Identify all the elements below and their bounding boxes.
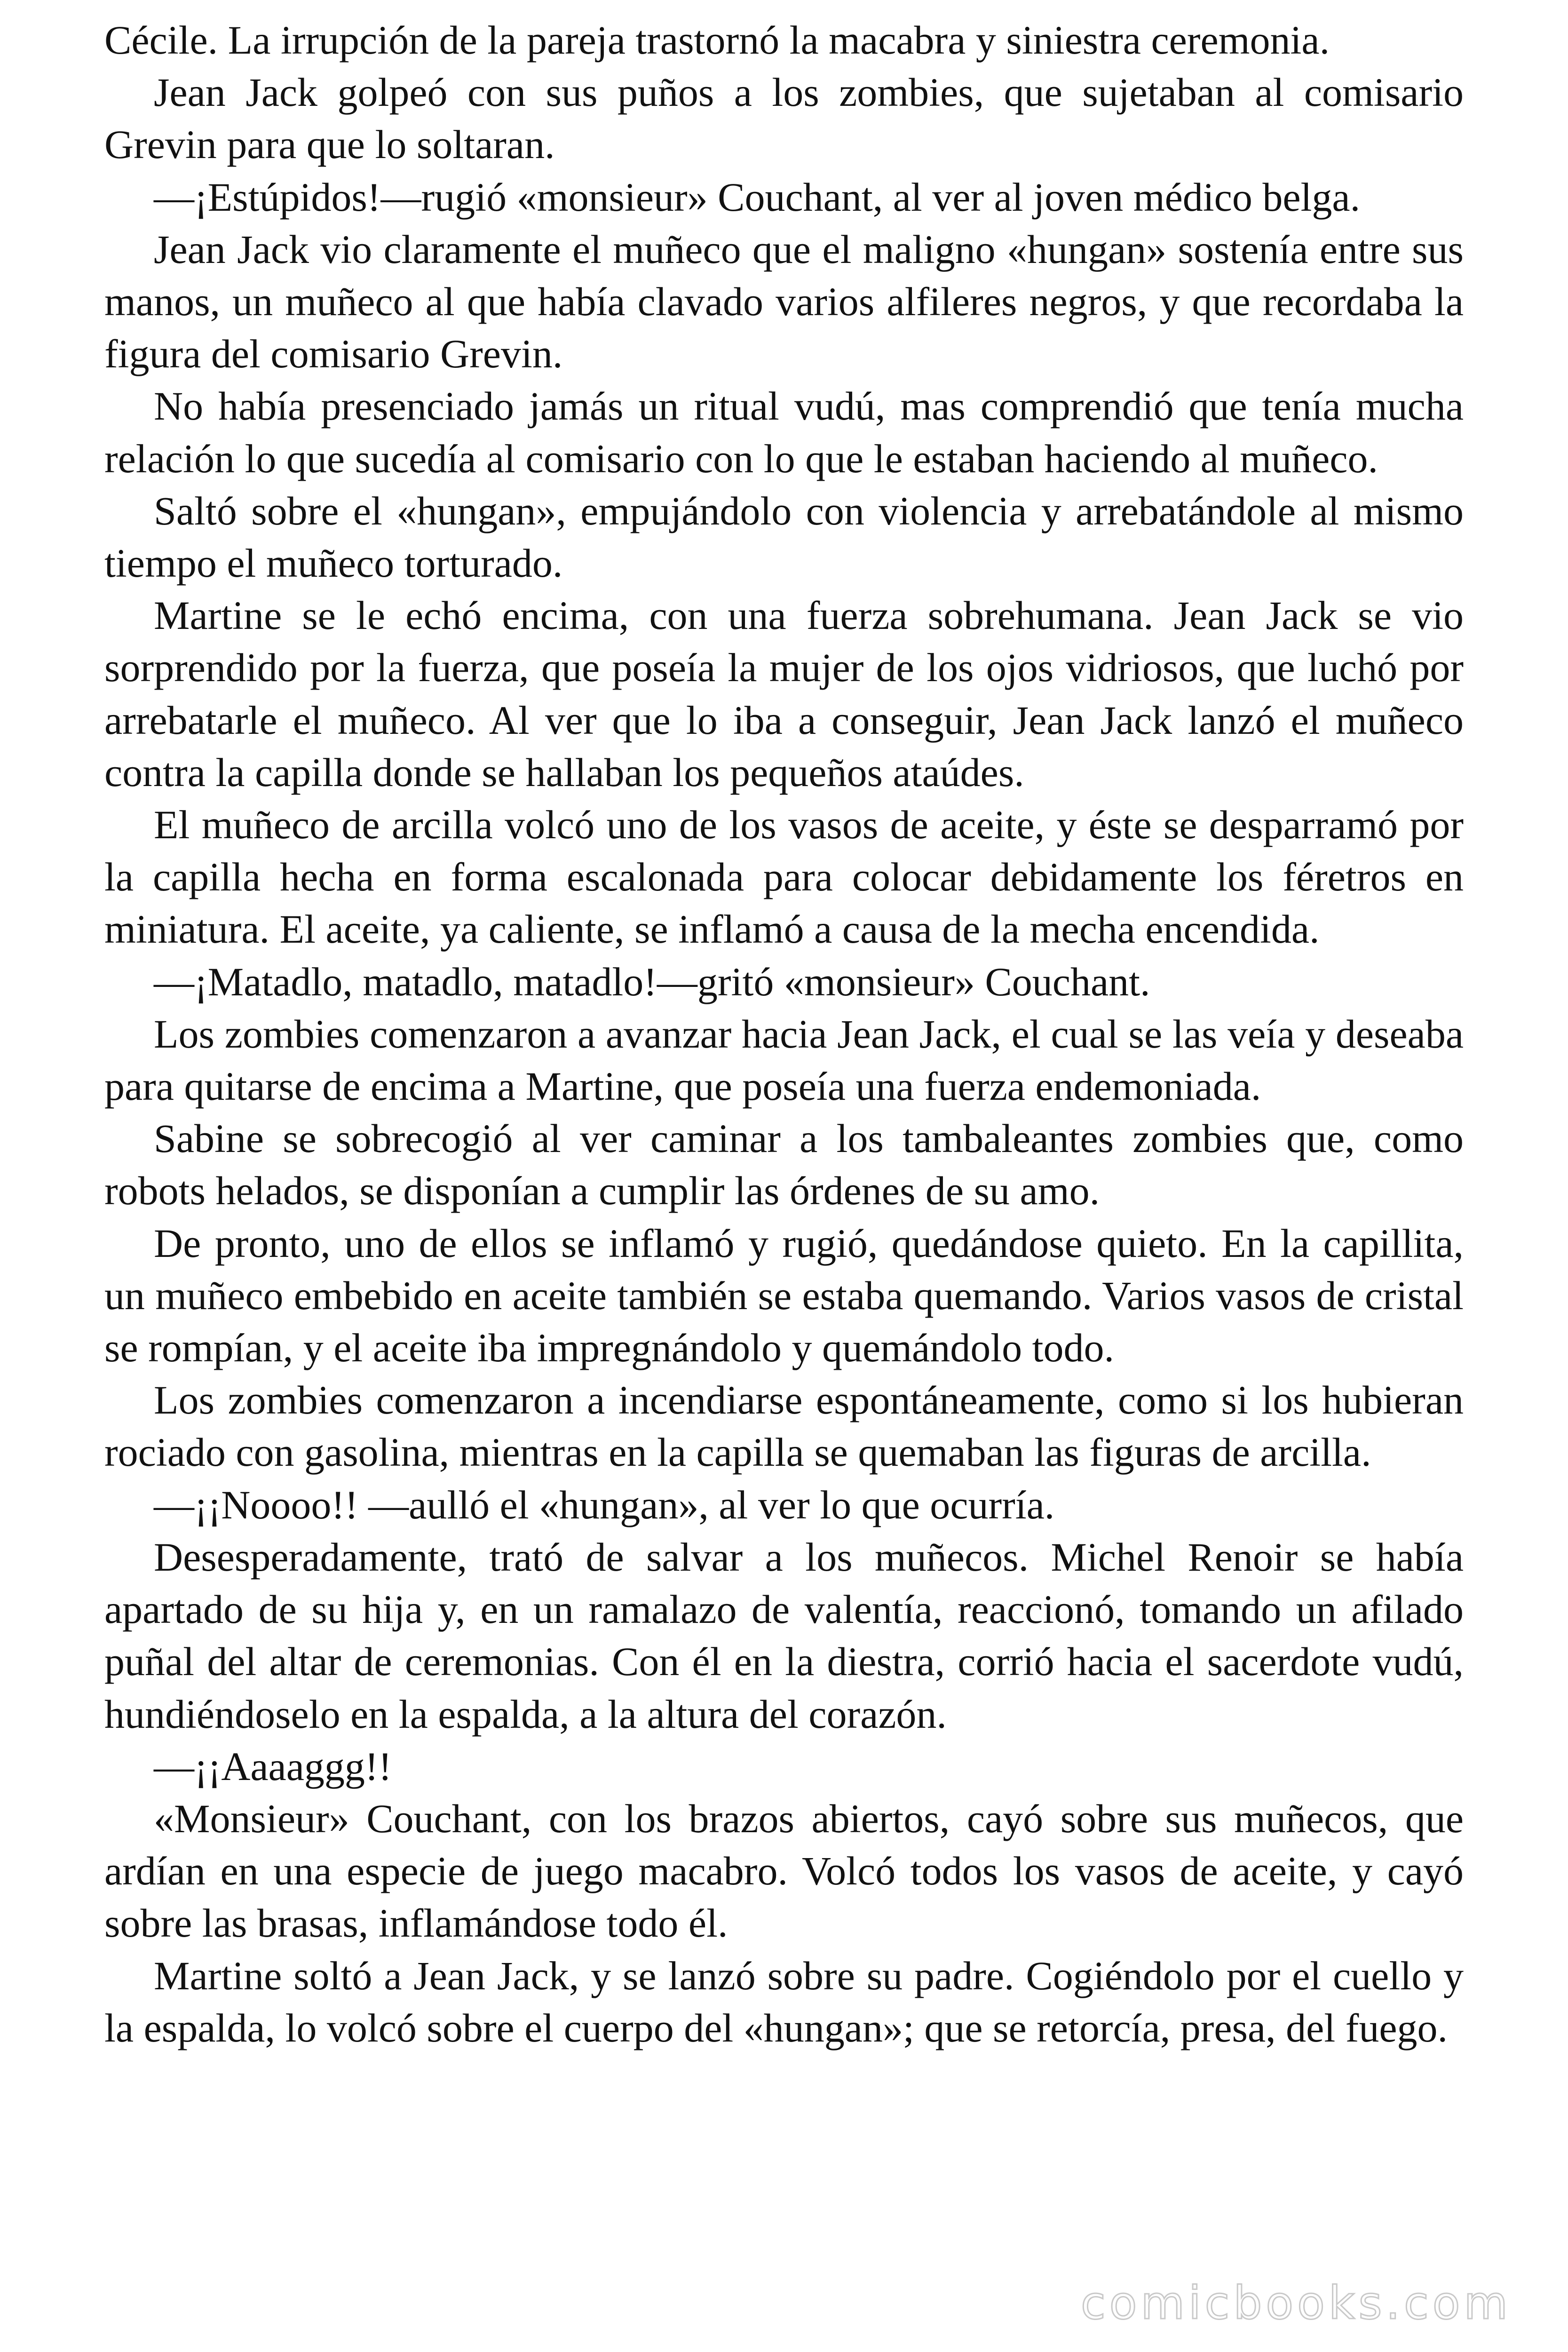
- paragraph-16: —¡¡Aaaaggg!!: [154, 1743, 392, 1789]
- paragraph-4: Jean Jack vio claramente el muñeco que el maligno «hungan» sostenía entre sus manos, un muñeco al que había clavado varios alfileres negros, y que recordaba la figura del comisario Grevin.: [104, 226, 1464, 377]
- paragraph-9: —¡Matadlo, matadlo, matadlo!—gritó «monsieur» Couchant.: [154, 959, 1150, 1004]
- paragraph-1: Cécile. La irrupción de la pareja trastornó la macabra y siniestra ceremonia.: [104, 17, 1330, 63]
- paragraph-7: Martine se le echó encima, con una fuerza sobrehumana. Jean Jack se vio sorprendido por la fuerza, que poseía la mujer de los ojos vidriosos, que luchó por arrebatarle el muñeco. Al ver que lo iba a conseguir, Jean Jack lanzó el muñeco contra la capilla donde se hallaban los pequeños ataúdes.: [104, 593, 1464, 795]
- paragraph-6: Saltó sobre el «hungan», empujándolo con violencia y arrebatándole al mismo tiempo el muñeco torturado.: [104, 488, 1464, 586]
- paragraph-15: Desesperadamente, trató de salvar a los muñecos. Michel Renoir se había apartado de su hija y, en un ramalazo de valentía, reaccionó, tomando un afilado puñal del altar de ceremonias. Con él en la diestra, corrió hacia el sacerdote vudú, hundiéndoselo en la espalda, a la altura del corazón.: [104, 1534, 1464, 1737]
- paragraph-17: «Monsieur» Couchant, con los brazos abiertos, cayó sobre sus muñecos, que ardían en una especie de juego macabro. Volcó todos los vasos de aceite, y cayó sobre las brasas, inflamándose todo él.: [104, 1796, 1464, 1946]
- paragraph-8: El muñeco de arcilla volcó uno de los vasos de aceite, y éste se desparramó por la capilla hecha en forma escalonada para colocar debidamente los féretros en miniatura. El aceite, ya caliente, se inflamó a causa de la mecha encendida.: [104, 802, 1464, 952]
- paragraph-3: —¡Estúpidos!—rugió «monsieur» Couchant, al ver al joven médico belga.: [154, 174, 1361, 220]
- paragraph-14: —¡¡Noooo!! —aulló el «hungan», al ver lo que ocurría.: [154, 1482, 1055, 1527]
- paragraph-12: De pronto, uno de ellos se inflamó y rugió, quedándose quieto. En la capillita, un muñeco embebido en aceite también se estaba quemando. Varios vasos de cristal se rompían, y el aceite iba impregnándolo y quemándolo todo.: [104, 1220, 1464, 1371]
- page-body: [104, 14, 1464, 2054]
- paragraph-11: Sabine se sobrecogió al ver caminar a los tambaleantes zombies que, como robots helados, se disponían a cumplir las órdenes de su amo.: [104, 1116, 1464, 1214]
- paragraph-10: Los zombies comenzaron a avanzar hacia Jean Jack, el cual se las veía y deseaba para quitarse de encima a Martine, que poseía una fuerza endemoniada.: [104, 1011, 1464, 1109]
- paragraph-13: Los zombies comenzaron a incendiarse espontáneamente, como si los hubieran rociado con gasolina, mientras en la capilla se quemaban las figuras de arcilla.: [104, 1377, 1464, 1475]
- watermark-logo: comicbooks.com: [1080, 2277, 1512, 2329]
- paragraph-5: No había presenciado jamás un ritual vudú, mas comprendió que tenía mucha relación lo que sucedía al comisario con lo que le estaban haciendo al muñeco.: [104, 383, 1464, 481]
- paragraph-18: Martine soltó a Jean Jack, y se lanzó sobre su padre. Cogiéndolo por el cuello y la espalda, lo volcó sobre el cuerpo del «hungan»; que se retorcía, presa, del fuego.: [104, 1953, 1464, 2050]
- paragraph-2: Jean Jack golpeó con sus puños a los zombies, que sujetaban al comisario Grevin para que lo soltaran.: [104, 70, 1464, 167]
